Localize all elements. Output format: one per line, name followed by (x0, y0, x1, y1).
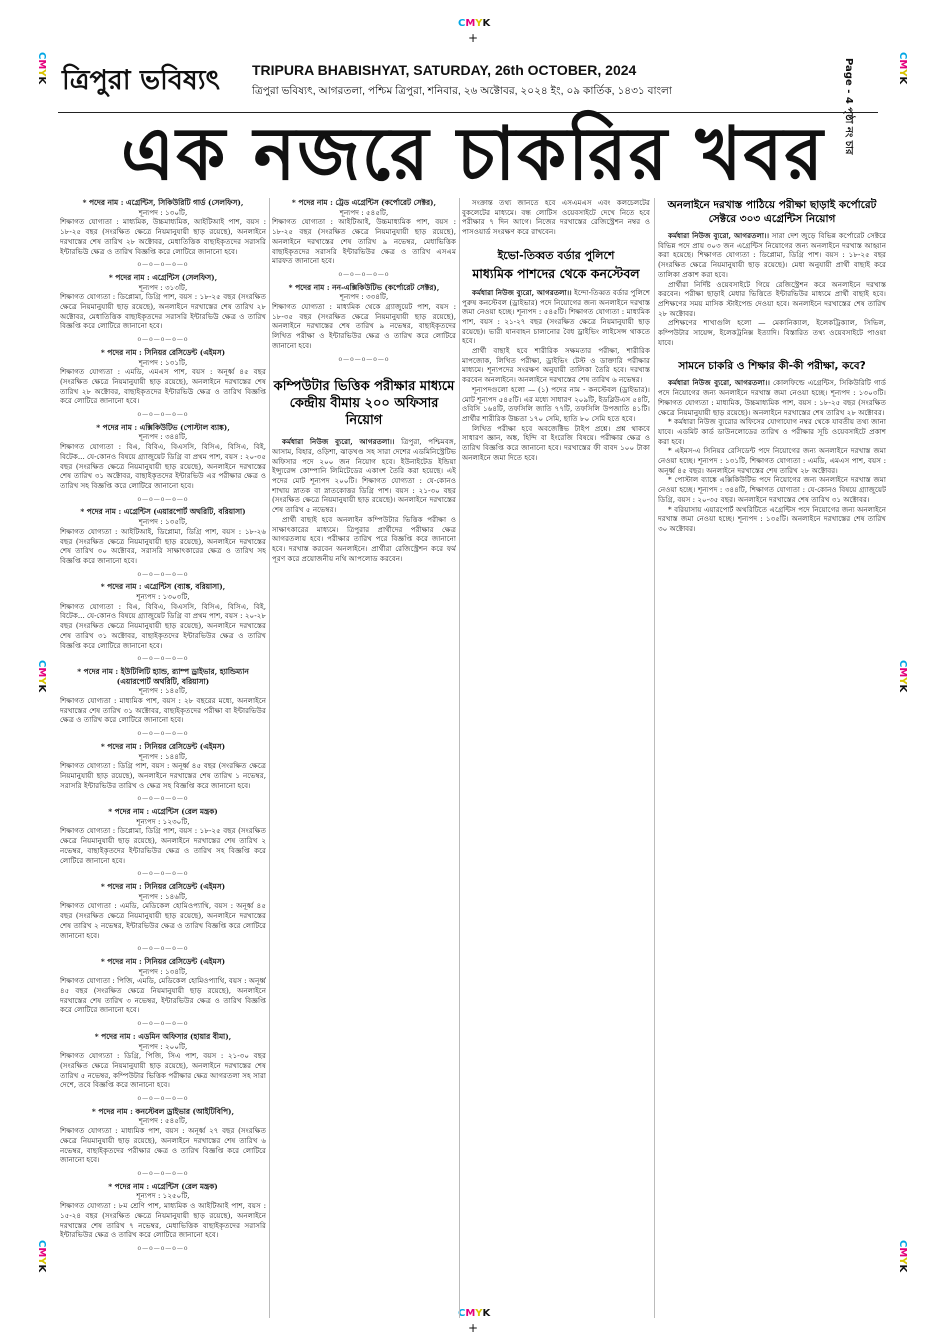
job-listing (60, 273, 266, 331)
job-listing (60, 198, 266, 256)
article-paragraph: ইন্দো-তিব্বত বর্ডার পুলিশে পুরুষ কনস্টেবল (ড্রাইভার) পদে নিয়োগের জন্য অনলাইনে দরখাস্ত জমা নেওয়া হচ্ছে। শূন্যপদ : ৫৪৫টি। শিক্ষাগত যোগ্যতা : মাধ্যমিক পাশ, বয়স : ২১-২৭ বছর (সংরক্ষিত ক্ষেত্রে নিয়মানুযায়ী ছাড় রয়েছে)। ভারী যানবাহন চালানোর বৈধ ড্রাইভিং লাইসেন্স থাকতে হবে। (462, 287, 650, 346)
listing-separator: o—o—o—o—o (338, 355, 390, 363)
job-listing (272, 198, 456, 266)
job-vacancy: শূন্যপদ : ৩৩৪টি, (339, 292, 389, 302)
job-listing (60, 807, 266, 865)
job-vacancy: শূন্যপদ : ১২৫০টি, (136, 1191, 190, 1201)
article-paragraph: * এইমস-এ সিনিয়র রেসিডেন্ট পদে নিয়োগের জন্য অনলাইনে দরখাস্ত জমা নেওয়া হচ্ছে। শূন্যপদ : ১৩১টি, শিক্ষাগত যোগ্যতা : এমডি, এমএস পাশ, বয়স : অনূর্ধ্ব ৪৫ বছর। অনলাইনে দরখাস্তের শেষ তারিখ ২৮ অক্টোবর। (658, 446, 886, 475)
article-headline-itbp: মাধ্যমিক পাশদের থেকে কনস্টেবল (472, 265, 640, 281)
job-title: * পদের নাম : নন-এক্সিকিউটিভ (কর্পোরেট সেক্টর), (288, 282, 440, 292)
article-paragraph: কোলফিল্ডে এগ্রেন্টিস, সিকিউরিটি গার্ড পদে নিয়োগের জন্য অনলাইনে দরখাস্ত জমা নেওয়া হচ্ছে। শূন্যপদ : ১৩০৩টি। শিক্ষাগত যোগ্যতা : মাধ্যমিক, উচ্চমাধ্যমিক পাশ, বয়স : ১৮-২৫ বছর (সংরক্ষিত ক্ষেত্রে নিয়মানুযায়ী ছাড় রয়েছে)। অনলাইনে দরখাস্তের শেষ তারিখ ২৮ অক্টোবর। (658, 378, 886, 417)
article-headline-exams: সামনে চাকরি ও শিক্ষার কী-কী পরীক্ষা, কবে? (678, 360, 866, 373)
job-listing (60, 423, 266, 491)
listing-separator: o—o—o—o—o (338, 270, 390, 278)
page-number-label: Page - 4 পৃষ্ঠা নং চার (843, 58, 854, 155)
job-listings-column-2 (272, 198, 456, 364)
job-title: * পদের নাম : সিনিয়র রেসিডেন্ট (এইমস) (100, 741, 226, 751)
cmyk-mark-left-mid: CMYK (36, 660, 47, 693)
job-description: শিক্ষাগত যোগ্যতা : মাধ্যমিক পাশ, বয়স : অনূর্ধ্ব ২৭ বছর (সংরক্ষিত ক্ষেত্রে নিয়মানুযায়ী ছাড় রয়েছে), অনলাইনে দরখাস্তের শেষ তারিখ ৬ নভেম্বর, বাছাইকৃতদের পরীক্ষার ক্ষেত্র ও তারিখ বিজ্ঞপ্তি করে লোটিরে জানানো হবে। (60, 1126, 266, 1165)
job-vacancy: শূন্যপদ : ১৩০টি, (138, 207, 188, 217)
article-paragraph: ত্রিপুরা, পশ্চিমবঙ্গ, আসাম, বিহার, ওড়িশা, ঝাড়খণ্ড সহ সারা দেশের এডমিনিস্ট্রেটিভ অফিসার পদে ২০০ জন নিয়োগ হবে। ইউনাইটেড ইন্ডিয়া ইন্স্যুরেন্স কোম্পানি লিমিটেডের একাংশ তৈরি করা হয়েছে। এই পদের মোট শূন্যপদ ২০০টি। শিক্ষাগত যোগ্যতা : যে-কোনও শাখায় স্নাতক বা স্নাতকোত্তর ডিগ্রি পাশ। বয়স : ২১-৩০ বছর (সংরক্ষিত ক্ষেত্রে নিয়মানুযায়ী ছাড় রয়েছে)। অনলাইনে দরখাস্তের শেষ তারিখ ৫ নভেম্বর। (272, 437, 456, 515)
article-paragraph: * বরিয়াসায় এয়ারপোর্ট অথরিটিতে এগ্রেন্টিস পদে নিয়োগের জন্য অনলাইনে দরখাস্ত জমা নেওয়া হচ্ছে। শূন্যপদ : ১৩৫টি। অনলাইনে দরখাস্তের শেষ তারিখ ৩০ অক্টোবর। (658, 504, 886, 533)
article-dateline: কর্মধারা নিউজ ব্যুরো, আগরতলা।। (472, 287, 572, 297)
job-listing (60, 957, 266, 1015)
job-description: শিক্ষাগত যোগ্যতা : আইটিআই, উচ্চমাধ্যমিক পাশ, বয়স : ১৮-২৫ বছর (সংরক্ষিত ক্ষেত্রে নিয়মানুযায়ী ছাড় রয়েছে), অনলাইনে দরখাস্তের শেষ তারিখ ৯ নভেম্বর, মেধাভিত্তিক বাছাইকৃতদের সরাসরি ইন্টারভিউর ক্ষেত্র ও তারিখ এসএম মারফত জানানো হবে। (272, 217, 456, 266)
job-vacancy: শূন্যপদ : ১৪৫টি, (138, 686, 188, 696)
article-body-insurance (272, 437, 456, 515)
cmyk-mark-bottom: CMYK (458, 1308, 491, 1319)
article-kicker-itbp: ইভো-তিব্বত বর্ডার পুলিশে (497, 248, 615, 262)
column-rule (654, 198, 655, 1318)
job-vacancy: শূন্যপদ : ৩১৩টি, (138, 282, 188, 292)
listing-separator: o—o—o—o—o (137, 1169, 189, 1177)
job-title: * পদের নাম : এগ্রেন্টিস (রেল মন্ত্রক) (108, 1181, 218, 1191)
listing-separator: o—o—o—o—o (137, 261, 189, 269)
listing-separator: o—o—o—o—o (137, 495, 189, 503)
cmyk-mark-right-top: CMYK (897, 52, 908, 85)
job-title: * পদের নাম : ট্রেড এগ্রেন্টিস (কর্পোরেট সেক্টর), (291, 198, 437, 207)
column-3 (462, 198, 650, 1318)
job-listing (272, 283, 456, 351)
job-title: * পদের নাম : ইউটিলিটি হ্যান্ড, র‍্যাম্প ড্রাইভার, হ্যান্ডিম্যান (এয়ারপোর্ট অথরিটি, বরিয়াসা) (77, 666, 249, 686)
listing-separator: o—o—o—o—o (137, 570, 189, 578)
job-vacancy: শূন্যপদ : ৫৪৫টি, (339, 207, 389, 217)
register-cross-top: + (468, 31, 479, 45)
job-title: * পদের নাম : কনস্টেবল ড্রাইভার (আইটিবিপি), (91, 1106, 235, 1116)
job-description: শিক্ষাগত যোগ্যতা : ৮ম শ্রেণি পাশ, মাধ্যমিক ও আইটিআই পাশ, বয়স : ১৫-২৪ বছর (সংরক্ষিত ক্ষেত্রে নিয়মানুযায়ী ছাড় রয়েছে), অনলাইনে দরখাস্তের শেষ তারিখ ৭ নভেম্বর, মেধাভিত্তিক বাছাইকৃতদের সরাসরি ইন্টারভিউর ক্ষেত্র ও তারিখ করে লোটিরে জানানো হবে। (60, 1201, 266, 1240)
job-vacancy: শূন্যপদ : ১৩৫টি, (138, 517, 188, 527)
article-paragraph: প্রার্থী বাছাই হবে অনলাইন কম্পিউটার ভিত্তিক পরীক্ষা ও সাক্ষাৎকারের মাধ্যমে। ত্রিপুরার প্রার্থীদের পরীক্ষার ক্ষেত্র আগরতলায় হবে। পরীক্ষার তারিখ পরে বিজ্ঞপ্তি করে জানানো হবে। দরখাস্ত করবেন অনলাইনে। প্রার্থীরা রেজিস্ট্রেশন করে ফর্ম পূরণ করে প্রয়োজনীয় নথি আপলোড করবেন। (272, 514, 456, 563)
job-listing (60, 348, 266, 406)
masthead-date-line-bengali: ত্রিপুরা ভবিষ্যৎ, আগরতলা, পশ্চিম ত্রিপুরা, শনিবার, ২৬ অক্টোবর, ২০২৪ ইং, ০৯ কার্তিক, ১৪৩১ বাংলা (252, 85, 672, 97)
article-paragraph: প্রার্থী বাছাই হবে শারীরিক সক্ষমতার পরীক্ষা, শারীরিক মাপজোক, লিখিত পরীক্ষা, ড্রাইভিং টেস্ট ও ডাক্তারি পরীক্ষার মাধ্যমে। শূন্যপদের সংরক্ষণ অনুযায়ী তালিকা তৈরি হবে। দরখাস্ত করবেন অনলাইনে। অনলাইনে দরখাস্তের শেষ তারিখ ৬ নভেম্বর। (462, 346, 650, 385)
cmyk-mark-left-top: CMYK (36, 52, 47, 85)
listing-separator: o—o—o—o—o (137, 870, 189, 878)
masthead-date-line-english: TRIPURA BHABISHYAT, SATURDAY, 26th OCTOBER, 2024 (252, 62, 637, 78)
job-vacancy: শূন্যপদ : ৫৪৫টি, (138, 1116, 188, 1126)
job-description: শিক্ষাগত যোগ্যতা : মাধ্যমিক, উচ্চমাধ্যমিক, আইটিআই পাশ, বয়স : ১৮-২৫ বছর (সংরক্ষিত ক্ষেত্রে নিয়মানুযায়ী ছাড় রয়েছে), অনলাইনে দরখাস্তের শেষ তারিখ ২৮ অক্টোবর, মেধাতিত্তিক বাছাইকৃতদের সরাসরি ইন্টারভিউ্র ক্ষেত্র ও তারিখ বিজ্ঞপ্তি করে লোটিরে জানানো হবে। (60, 217, 266, 256)
column-2 (272, 198, 456, 1318)
column-rule (459, 198, 460, 1318)
article-paragraph: * কর্মধারা নিউজ ব্যুরোর অফিসের যোগাযোগ নম্বর থেকে যাবতীয় তথ্য জানা যাবে। এডমিট কার্ড ডাউনলোডের তারিখ ও পরীক্ষার সূচি ওয়েবসাইটে প্রকাশ করা হবে। (658, 417, 886, 446)
register-cross-bottom: + (468, 1321, 479, 1335)
job-title: * পদের নাম : এগ্রেন্টিস (এয়ারপোর্ট অথরিটি, বরিয়াসা) (80, 507, 246, 517)
listing-separator: o—o—o—o—o (137, 1244, 189, 1252)
article-paragraph: * পোস্টাল ব্যাঙ্কে এক্সিকিউটিভ পদে নিয়োগের জন্য অনলাইনে দরখাস্ত জমা নেওয়া হচ্ছে। শূন্যপদ : ৩৪৪টি, শিক্ষাগত যোগ্যতা : যে-কোনও বিষয়ে গ্র্যাজুয়েট ডিগ্রি, বয়স : ২০-৩৫ বছর। অনলাইনে দরখাস্তের শেষ তারিখ ৩১ অক্টোবর। (658, 475, 886, 504)
listing-separator: o—o—o—o—o (137, 1095, 189, 1103)
job-vacancy: শূন্যপদ : ২০০টি, (138, 1041, 188, 1051)
job-description: শিক্ষাগত যোগ্যতা : এমডি, মেডিকেল হোমিওপ্যাথি, বয়স : অনূর্ধ্ব ৪৫ বছর (সংরক্ষিত ক্ষেত্রে নিয়মানুযায়ী ছাড় রয়েছে), অনলাইনে দরখাস্তের শেষ তারিখ ২ নভেম্বর, ইন্টারভিউর ক্ষেত্র ও তারিখ বিজ্ঞপ্তি করে লোটিরে জানানো হবে। (60, 901, 266, 940)
job-title: * পদের নাম : এডমিন অফিসার (হায়ার বীমা), (94, 1031, 232, 1041)
article-body-apprentice (658, 231, 886, 280)
job-description: শিক্ষাগত যোগ্যতা : ডিগ্রি, পিজি, সিএ পাশ, বয়স : ২১-৩০ বছর (সংরক্ষিত ক্ষেত্রে নিয়মানুযায়ী ছাড় রয়েছে), অনলাইনে দরখাস্তের শেষ তারিখ ৫ নভেম্বর, কম্পিউটার ভিত্তিক পরীক্ষার ক্ষেত্র আগরতলা সহ সারা দেশে, তবে বিজ্ঞপ্তি করে জানানো হবে। (60, 1051, 266, 1090)
job-listing (60, 507, 266, 565)
job-description: শিক্ষাগত যোগ্যতা : ডিপ্লোমা, ডিগ্রি পাশ, বয়স : ১৮-২৫ বছর (সংরক্ষিত ক্ষেত্রে নিয়মানুযায়ী ছাড় রয়েছে), অনলাইনে দরখাস্তের শেষ তারিখ ২৮ অক্টোবর, মেধাতিত্তিক বাছাইকৃতদের সরাসরি ইন্টারভিউ্র ক্ষেত্র ও তারিখ বিজ্ঞপ্তি করে লোটিরে জানানো হবে। (60, 292, 266, 331)
listing-separator: o—o—o—o—o (137, 655, 189, 663)
job-title: * পদের নাম : এগ্রেন্টিস (রেল মন্ত্রক) (108, 807, 218, 817)
cmyk-mark-right-mid: CMYK (897, 660, 908, 693)
job-listing (60, 1107, 266, 1165)
article-paragraph: প্রার্থীরা নির্দিষ্ট ওয়েবসাইটে গিয়ে রেজিস্ট্রেশন করে অনলাইনে দরখাস্ত করবেন। পরীক্ষা ছাড়াই মেধার ভিত্তিতে ইন্টারভিউর মাধ্যমে প্রার্থী বাছাই হবে। প্রশিক্ষণের সময় মাসিক স্টাইপেন্ড দেওয়া হবে। অনলাইনে দরখাস্তের শেষ তারিখ ২৮ অক্টোবর। (658, 279, 886, 318)
article-paragraph: লিখিত পরীক্ষা হবে অবজেক্টিভ টাইপ প্রশ্নে। প্রশ্ন থাকবে সাধারণ জ্ঞান, অঙ্ক, হিন্দি বা ইংরেজি বিষয়ে। পরীক্ষার ক্ষেত্র ও তারিখ বিজ্ঞপ্তি করে জানানো হবে। দরখাস্তের ফী বাবদ ১০০ টাকা অনলাইনে জমা দিতে হবে। (462, 423, 650, 462)
job-title: * পদের নাম : সিনিয়র রেসিডেন্ট (এইমস) (100, 882, 226, 891)
cmyk-mark-left-bottom: CMYK (36, 1240, 47, 1273)
job-description: শিক্ষাগত যোগ্যতা : এমডি, এমএস পাশ, বয়স : অনূর্ধ্ব ৪৫ বছর (সংরক্ষিত ক্ষেত্রে নিয়মানুযায়ী ছাড় রয়েছে), অনলাইনে দরখাস্তের শেষ তারিখ ২৮ অক্টোবর, বাছাইকৃতদের ইন্টারভিউ্র ক্ষেত্র ও তারিখ বিজ্ঞপ্তি করে লোটিরে জানানো হবে। (60, 367, 266, 406)
article-body-exams (658, 378, 886, 417)
article-headline-insurance: কম্পিউটার ভিত্তিক পরীক্ষার মাধ্যমে কেন্দ্রীয় বীমায় ২০০ অফিসার নিয়োগ (273, 379, 455, 429)
job-description: শিক্ষাগত যোগ্যতা : পিজি, এমডি, মেডিকেল হোমিওপ্যাথি, বয়স : অনূর্ধ্ব ৪৫ বছর (সংরক্ষিত ক্ষেত্রে নিয়মানুযায়ী ছাড় রয়েছে), অনলাইনে দরখাস্তের শেষ তারিখ ৩ নভেম্বর, ইন্টারভিউর ক্ষেত্র ও তারিখ বিজ্ঞপ্তি করে লোটিরে জানানো হবে। (60, 976, 266, 1015)
job-listings-column-1 (60, 198, 266, 1318)
listing-separator: o—o—o—o—o (137, 1020, 189, 1028)
job-listing (60, 667, 266, 725)
job-description: শিক্ষাগত যোগ্যতা : বিএ, বিবিএ, বিএসসি, বিসিএ, বিসিএ, বিই, বিটেক... যে-কোনও বিষয়ে গ্র্যাজুয়েট ডিগ্রি বা প্রথম পাশ, বয়স : ২০-৩৫ বছর (সংরক্ষিত ক্ষেত্রে নিয়মানুযায়ী ছাড় রয়েছে), অনলাইনে দরখাস্তের শেষ তারিখ ৩১ অক্টোবর, বাছাইকৃতদের ইন্টারভিউ এর পরীক্ষার ক্ষেত্র ও তারিখ সহ বিজ্ঞপ্তি করে লোটিরে জানানো হবে। (60, 442, 266, 490)
job-description: শিক্ষাগত যোগ্যতা : ডিপ্লোমা, ডিগ্রি পাশ, বয়স : ১৮-২৫ বছর (সংরক্ষিত ক্ষেত্রে নিয়মানুযায়ী ছাড় রয়েছে), অনলাইনে দরখাস্তের শেষ তারিখ ২ নভেম্বর, বাছাইকৃতদের ইন্টারভিউর ক্ষেত্র ও তারিখ সহ বিজ্ঞপ্তি করে লোটিরে জানানো হবে। (60, 826, 266, 865)
paper-name: ত্রিপুরা ভবিষ্যৎ (62, 65, 220, 96)
listing-separator: o—o—o—o—o (137, 411, 189, 419)
job-description: শিক্ষাগত যোগ্যতা : আইটিআই, ডিপ্লোমা, ডিগ্রি পাশ, বয়স : ১৮-২৬ বছর (সংরক্ষিত ক্ষেত্রে নিয়মানুযায়ী ছাড় রয়েছে), অনলাইনে দরখাস্তের শেষ তারিখ ৩০ অক্টোবর, সরাসরি সাক্ষাৎকারের ক্ষেত্র ও তারিখ সহ বিজ্ঞপ্তি করে জানানো হবে। (60, 526, 266, 565)
article-dateline: কর্মধারা নিউজ ব্যুরো, আগরতলা।। (668, 378, 770, 388)
article-continued-text: সংক্রান্ত তথ্য জানতে হবে এসএমএস এবং কলচেলটের বুকলেটের মাধ্যমে। বন্ধ লোটিস ওয়েবসাইটে দেখে নিতে হবে পরীক্ষার ৭ দিন আগে। নিজের দরখাস্তের রেজিস্ট্রেশন নম্বর ও পাসওয়ার্ড সংরক্ষণ করে রাখবেন। (462, 198, 650, 237)
cmyk-mark-top: CMYK (458, 18, 491, 29)
listing-separator: o—o—o—o—o (137, 795, 189, 803)
job-title: * পদের নাম : এগ্রেন্টিস (সেলফিস), (108, 272, 218, 282)
job-description: শিক্ষাগত যোগ্যতা : বিএ, বিবিএ, বিএসসি, বিসিএ, বিসিএ, বিই, বিটেক... যে-কোনও বিষয়ে গ্র্যাজুয়েট ডিগ্রি বা প্রথম পাশ, বয়স : ২০-২৮ বছর (সংরক্ষিত ক্ষেত্রে নিয়মানুযায়ী ছাড় রয়েছে), অনলাইনে দরখাস্তের শেষ তারিখ ৩১ অক্টোবর, বাছাইকৃতদের ইন্টারভিউর ক্ষেত্র ও তারিখ বিজ্ঞপ্তি করে লোটিরে জানানো হবে। (60, 601, 266, 650)
job-listing (60, 1032, 266, 1090)
listing-separator: o—o—o—o—o (137, 730, 189, 738)
job-listing (60, 1182, 266, 1240)
article-paragraph: সারা দেশ জুড়ে বিভিন্ন কর্পোরেট সেক্টরে বিভিন্ন পদে প্রায় ৩০৩ জন এগ্রেন্টিস নিয়োগের জন্য অনলাইনে দরখাস্ত আহ্বান করা হয়েছে। শিক্ষাগত যোগ্যতা : ডিপ্লোমা, ডিগ্রি পাশ। বয়স : ১৮-২৫ বছর (সংরক্ষিত ক্ষেত্রে নিয়মানুযায়ী ছাড় রয়েছে)। মেধা অনুযায়ী প্রার্থী বাছাই করে তালিকা প্রকাশ করা হবে। (658, 231, 886, 279)
article-headline-apprentice: অনলাইনে দরখাস্ত পাঠিয়ে পরীক্ষা ছাড়াই কর্পোরেট সেক্টরে ৩০৩ এগ্রেন্টিস নিয়োগ (667, 199, 877, 225)
job-vacancy: শূন্যপদ : ১৩৪টি, (138, 966, 188, 976)
job-description: শিক্ষাগত যোগ্যতা : ডিগ্রি পাশ, বয়স : অনূর্ধ্ব ৪৫ বছর (সংরক্ষিত ক্ষেত্রে নিয়মানুযায়ী ছাড় রয়েছে), অনলাইনে দরখাস্তের শেষ তারিখ ১ নভেম্বর, সরাসরি ইন্টারভিউর তারিখ ও ক্ষেত্র সহ বিজ্ঞপ্তি করে জানানো হবে। (60, 761, 266, 790)
job-listing (60, 742, 266, 791)
job-title: * পদের নাম : এগ্রেন্টিস (ব্যাঙ্ক, বরিয়াসা), (100, 582, 226, 592)
job-description: শিক্ষাগত যোগ্যতা : মাধ্যমিক থেকে গ্র্যাজুয়েট পাশ, বয়স : ১৮-৩৫ বছর (সংরক্ষিত ক্ষেত্রে নিয়মানুযায়ী ছাড় রয়েছে), অনলাইনে দরখাস্তের শেষ তারিখ ৯ নভেম্বর, বাছাইকৃতদের লিখিত পরীক্ষা ও ইন্টারভিউর ক্ষেত্র ও তারিখ করে লোটিরে জানানো হবে। (272, 302, 456, 350)
job-vacancy: শূন্যপদ : ১৪৬টি, (138, 891, 188, 901)
job-vacancy: শূন্যপদ : ১৩১টি, (138, 357, 188, 367)
job-title: * পদের নাম : এক্সিকিউটিভ (পোস্টাল ব্যাঙ্ক), (96, 422, 230, 432)
listing-separator: o—o—o—o—o (137, 336, 189, 344)
job-vacancy: শূন্যপদ : ১৪৪টি, (138, 751, 188, 761)
column-rule (269, 198, 270, 1318)
job-vacancy: শূন্যপদ : ১২৩০টি, (136, 816, 190, 826)
article-body-itbp (462, 288, 650, 346)
listing-separator: o—o—o—o—o (137, 945, 189, 953)
article-dateline: কর্মধারা নিউজ ব্যুরো, আগরতলা।। (668, 231, 770, 240)
article-dateline: কর্মধারা নিউজ ব্যুরো, আগরতলা।। (282, 437, 395, 447)
job-listing (60, 882, 266, 940)
column-4 (658, 198, 886, 1318)
job-title: * পদের নাম : এগ্রেন্টিস, সিকিউরিটি গার্ড (সেলফিস), (82, 198, 244, 207)
job-listing (60, 582, 266, 650)
job-vacancy: শূন্যপদ : ১৩০৩টি, (136, 592, 190, 602)
job-title: * পদের নাম : সিনিয়র রেসিডেন্ট (এইমস) (100, 956, 226, 966)
job-description: শিক্ষাগত যোগ্যতা : মাধ্যমিক পাশ, বয়স : ২৮ বছরের মধ্যে, অনলাইনে দরখাস্তের শেষ তারিখ ৩১ অক্টোবর, বাছাইকৃতদের পরীক্ষা বা ইন্টারভিউর ক্ষেত্র ও তারিখ করে লোটিরে জানানো হবে। (60, 696, 266, 725)
cmyk-mark-right-bottom: CMYK (897, 1240, 908, 1273)
article-paragraph: শূন্যপদগুলো হলো — (১) পদের নাম - কনস্টেবল (ড্রাইভার)। মোট শূন্যপদ ৫৪৫টি। এর মধ্যে সাধারণ ২০৯টি, ইডব্লিউএস ৫৪টি, ওবিসি ১৬৪টি, তফসিলি জাতি ৭৭টি, তফসিলি উপজাতি ৪১টি। প্রার্থীর শারীরিক উচ্চতা ১৭০ সেমি, ছাতি ৮০ সেমি হতে হবে। (462, 384, 650, 423)
article-paragraph: প্রশিক্ষণের শাখাগুলি হলো — মেকানিক্যাল, ইলেকট্রিক্যাল, সিভিল, কম্পিউটার সায়েন্স, ইলেকট্রনিক্স ইত্যাদি। বিস্তারিত তথ্য ওয়েবসাইটে পাওয়া যাবে। (658, 318, 886, 347)
page-headline: এক নজরে চাকরির খবর (121, 110, 825, 198)
job-vacancy: শূন্যপদ : ৩৪৪টি, (138, 432, 188, 442)
job-title: * পদের নাম : সিনিয়র রেসিডেন্ট (এইমস) (100, 347, 226, 357)
